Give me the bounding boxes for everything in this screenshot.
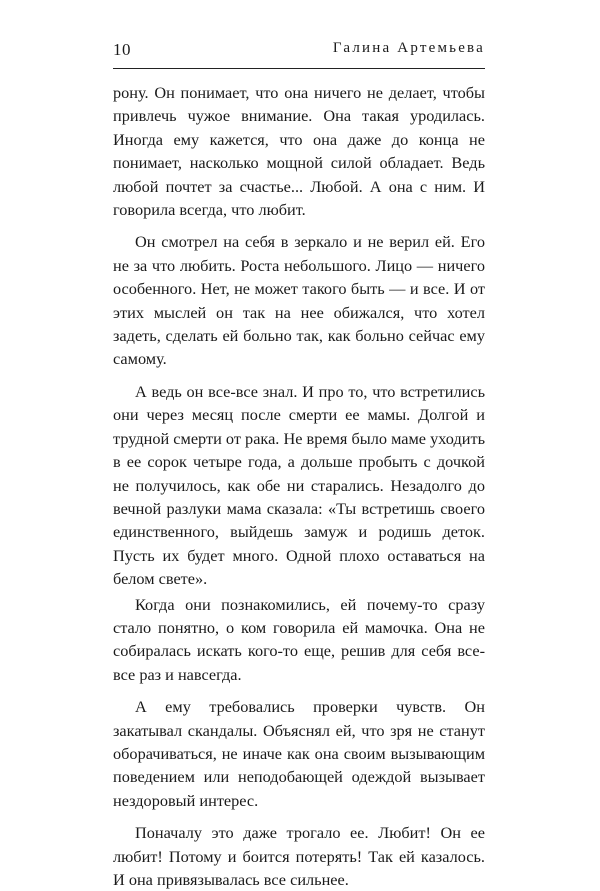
paragraph: рону. Он понимает, что она ничего не делает, чтобы привлечь чужое внимание. Она такая уродилась. Иногда ему кажется, что она даже до конца не понимает, насколько мощной силой обладает. Ведь любой почтет за счастье... Любой. А она с ним. И говорила всегда, что любит.: [113, 83, 485, 220]
running-header: [113, 34, 485, 69]
page-number: 10: [113, 40, 131, 59]
paragraph: Поначалу это даже трогало ее. Любит! Он ее любит! Потому и боится потерять! Так ей казалось. И она привязывалась все сильнее.: [113, 823, 485, 889]
running-title-author: Галина Артемьева: [332, 40, 485, 56]
paragraph: А ему требовались проверки чувств. Он закатывал скандалы. Объяснял ей, что зря не станут оборачиваться, не иначе как она своим вызывающим поведением или неподобающей одеждой вызывает нездоровый интерес.: [113, 697, 485, 810]
body-text: [113, 81, 485, 891]
paragraph: А ведь он все-все знал. И про то, что встретились они через месяц после смерти ее мамы. Долгой и трудной смерти от рака. Не время было маме уходить в ее сорок четыре года, а дольше пробыть с дочкой не получилось, как обе ни старались. Незадолго до вечной разлуки мама сказала: «Ты встретишь своего единственного, выйдешь замуж и родишь деток. Пусть их будет много. Одной плохо оставаться на белом свете».: [113, 381, 485, 589]
paragraph: Когда они познакомились, ей почему-то сразу стало понятно, о ком говорила ей мамочка. Она не собиралась искать кого-то еще, решив для себя все-все раз и навсегда.: [113, 594, 485, 684]
paragraph: Он смотрел на себя в зеркало и не верил ей. Его не за что любить. Роста небольшого. Лицо — ничего особенного. Нет, не может такого быть — и все. И от этих мыслей он так на нее обижался, что хотел задеть, сделать ей больно так, как больно сейчас ему самому.: [113, 232, 485, 369]
